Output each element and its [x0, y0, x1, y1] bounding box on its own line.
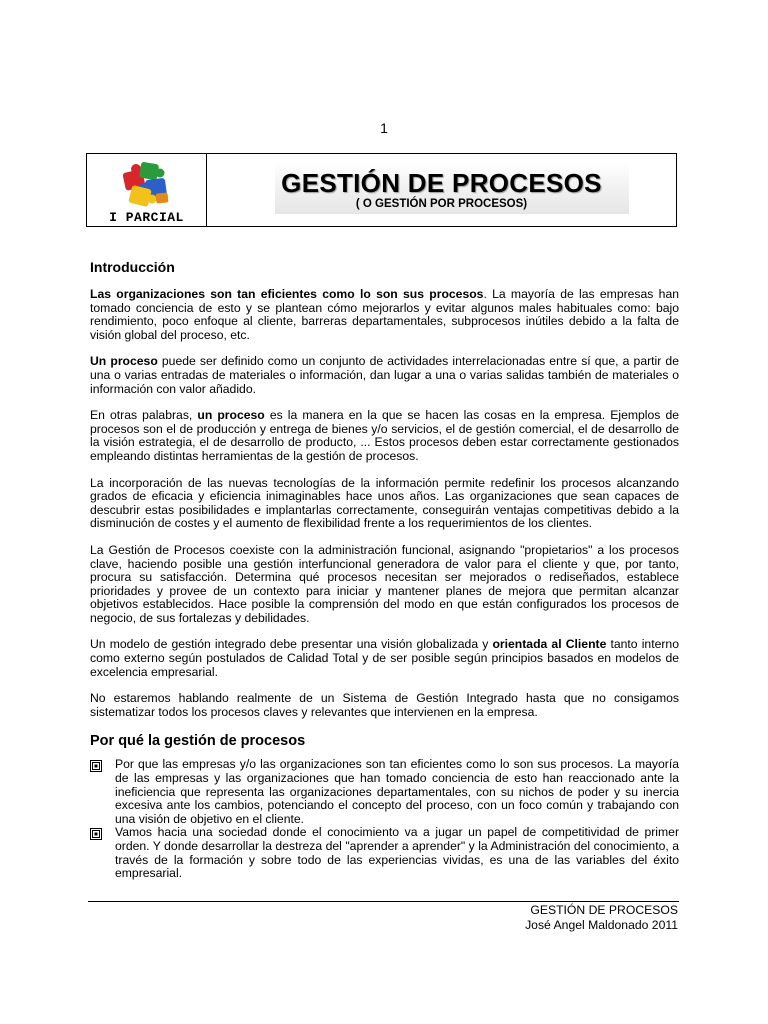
parcial-badge: I PARCIAL — [109, 210, 184, 225]
paragraph-3-lead: En otras palabras, — [90, 408, 198, 423]
logo-cell — [87, 154, 207, 226]
header-box — [86, 153, 677, 227]
bullet-text: Vamos hacia una sociedad donde el conocimiento va a jugar un papel de competitividad de primer orden. Y donde desarrollar la destreza del "aprender a aprender" y la Administración del conocimiento, a través de la formación y sobre todo de las experiencias vividas, es una de las variables del éxito empresarial. — [115, 825, 679, 881]
document-subtitle: ( O GESTIÓN POR PROCESOS) — [355, 198, 528, 210]
content — [90, 258, 679, 881]
footer — [525, 903, 678, 932]
footer-title: GESTIÓN DE PROCESOS — [530, 903, 678, 917]
why-heading: Por qué la gestión de procesos — [90, 733, 306, 750]
paragraph-1-bold: Las organizaciones son tan eficientes como lo son sus procesos — [90, 287, 484, 301]
paragraph-1 — [90, 288, 679, 342]
paragraph-2-bold: Un proceso — [90, 354, 158, 369]
intro-heading: Introducción — [90, 259, 175, 275]
paragraph-3-text: es la manera en la que se hacen las cosas en la empresa. Ejemplos de procesos son el de producción y entrega de bienes y/o servicios, el de gestión comercial, el de desarrollo de la visión estrategia, el de desarrollo de producto, ... Estos procesos deben estar correctamente gestionados empleando distintas herramientas de la gestión de procesos. — [90, 408, 680, 463]
paragraph-6 — [90, 638, 679, 679]
bullet-text: Por que las empresas y/o las organizaciones son tan eficientes como lo son sus procesos. La mayoría de las empresas y las organizaciones que han tomado conciencia de esto han reaccionado ante la ineficiencia que representa las organizaciones departamentales, con su nichos de poder y su inercia excesiva ante los cambios, potenciando el concepto del proceso, con un foco común y trabajando con una visión de objetivo en el cliente. — [115, 757, 679, 826]
page-number: 1 — [380, 120, 388, 136]
paragraph-5: La Gestión de Procesos coexiste con la administración funcional, asignando "propietarios" a los procesos clave, haciendo posible una gestión interfuncional generadora de valor para el cliente y que, por tanto, procura su satisfacción. Determina qué procesos necesitan ser mejorados o rediseñados, establece prioridades y provee de un contexto para iniciar y mantener planes de mejora que permitan alcanzar objetivos establecidos. Hace posible la comprensión del modo en que están configurados los procesos de negocio, de sus fortalezas y debilidades. — [90, 542, 679, 625]
why-bullet-list — [90, 758, 679, 880]
puzzle-pieces-icon — [116, 157, 176, 209]
paragraph-6-text: tanto interno como externo según postulados de Calidad Total y de ser posible según principios basados en modelos de excelencia empresarial. — [90, 637, 679, 679]
paragraph-3-bold: un proceso — [197, 408, 265, 423]
paragraph-6-bold: orientada al Cliente — [492, 637, 607, 652]
list-item — [90, 758, 679, 826]
document-title: GESTIÓN DE PROCESOS — [281, 168, 602, 198]
paragraph-7: No estaremos hablando realmente de un Sistema de Gestión Integrado hasta que no consigamos sistematizar todos los procesos claves y relevantes que intervienen en la empresa. — [90, 691, 679, 719]
paragraph-3 — [90, 409, 679, 463]
square-bullet-icon — [90, 828, 102, 840]
paragraph-2 — [90, 355, 679, 396]
list-item — [90, 826, 679, 880]
paragraph-2-text: puede ser definido como un conjunto de actividades interrelacionadas entre sí que, a partir de una o varias entradas de materiales o información, dan lugar a una o varias salidas también de materiales o información con valor añadido. — [90, 354, 679, 396]
paragraph-1-text: . La mayoría de las empresas han tomado conciencia de esto y se plantean cómo mejorarlos y evitar algunos males habituales como: bajo rendimiento, poco enfoque al cliente, barreras departamentales, subprocesos inútiles debido a la falta de visión global del proceso, etc. — [90, 287, 679, 342]
footer-divider — [88, 901, 679, 902]
title-cell — [207, 154, 676, 226]
paragraph-4: La incorporación de las nuevas tecnologías de la información permite redefinir los procesos alcanzando grados de eficacia y eficiencia inimaginables hace unos años. Las organizaciones que sean capaces de descubrir estas posibilidades e implantarlas correctamente, conseguirán ventajas competitivas debido a la disminución de costes y el aumento de flexibilidad frente a los requerimientos de los clientes. — [90, 475, 679, 531]
footer-author: José Angel Maldonado 2011 — [525, 917, 678, 932]
square-bullet-icon — [90, 760, 102, 772]
paragraph-6-lead: Un modelo de gestión integrado debe presentar una visión globalizada y — [90, 637, 493, 652]
